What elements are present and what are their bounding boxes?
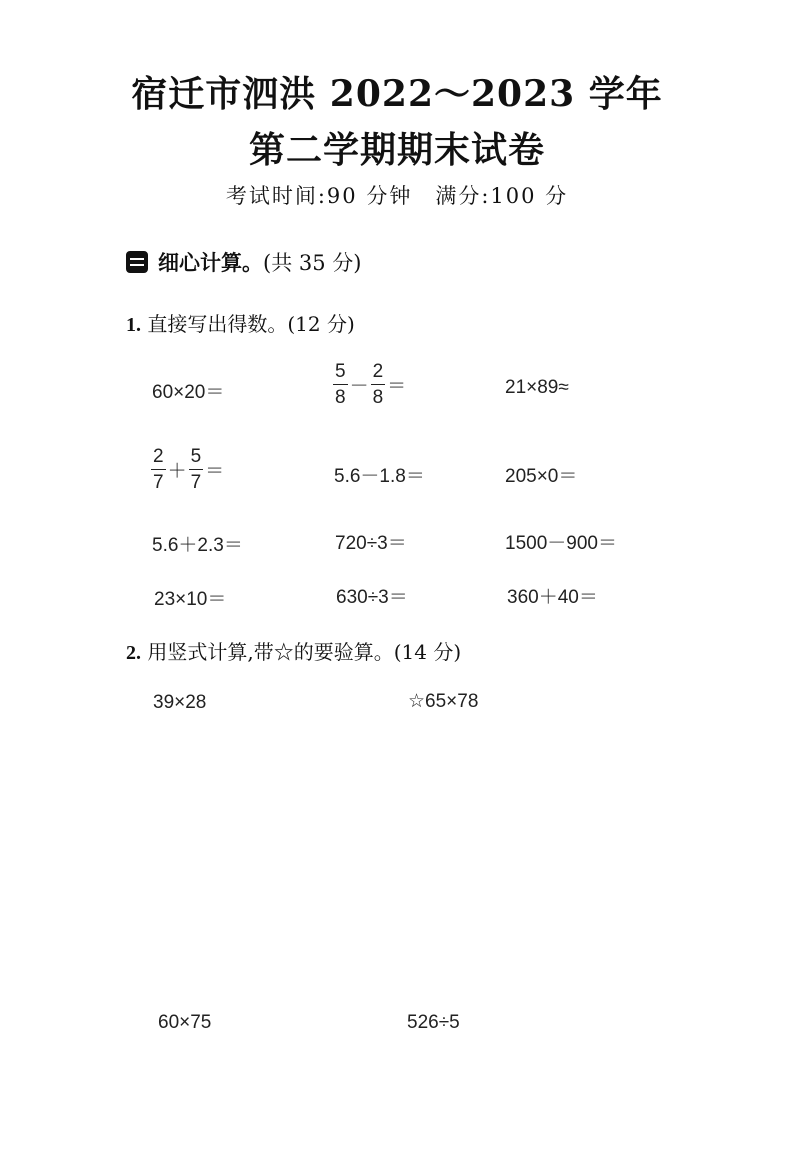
exam-info: 考试时间:90 分钟 满分:100 分 [225, 184, 569, 208]
expr-r2c3: 205×0＝ [505, 466, 578, 487]
question-2-number: 2. [126, 642, 141, 664]
expr-r3c2: 720÷3＝ [335, 533, 407, 554]
question-1-number: 1. [126, 314, 141, 336]
question-2-prompt [126, 636, 461, 665]
vertical-calc-d: 526÷5 [407, 1012, 460, 1033]
vertical-calc-c: 60×75 [158, 1012, 212, 1033]
expr-r1c1: 60×20＝ [152, 382, 225, 403]
section-number-one-icon [126, 251, 148, 273]
expr-r4c2: 630÷3＝ [336, 587, 408, 608]
expr-r2c2: 5.6－1.8＝ [334, 466, 425, 487]
expr-r1c3: 21×89≈ [505, 377, 569, 398]
vertical-calc-b: ☆65×78 [408, 691, 479, 712]
page-title-line1: 宿迁市泗洪 2022～2023 学年 [131, 73, 663, 115]
section-heading [126, 247, 361, 277]
question-1-text: 直接写出得数。(12 分) [141, 312, 355, 336]
question-2-text: 用竖式计算,带☆的要验算。(14 分) [141, 640, 462, 664]
expr-r3c1: 5.6＋2.3＝ [152, 535, 243, 556]
question-1-prompt [126, 308, 355, 337]
page-title-line2: 第二学期期末试卷 [248, 129, 545, 171]
expr-r3c3: 1500－900＝ [505, 533, 617, 554]
expr-r4c1: 23×10＝ [154, 589, 227, 610]
section-points: (共 35 分) [263, 251, 362, 275]
section-title: 细心计算。 [158, 250, 263, 275]
expr-r1c2: $\frac{5}{8}$ － $\frac{2}{8}$ ＝ [335, 361, 407, 408]
fraction: $\frac{5}{7}$ [190, 446, 202, 493]
fraction: $\frac{2}{7}$ [153, 446, 164, 493]
fraction: $\frac{2}{8}$ [372, 361, 384, 408]
vertical-calc-a: 39×28 [153, 692, 207, 713]
expr-r2c1: $\frac{2}{7}$ ＋ $\frac{5}{7}$ ＝ [153, 446, 225, 493]
expr-r4c3: 360＋40＝ [507, 587, 598, 608]
fraction: $\frac{5}{8}$ [335, 361, 346, 408]
